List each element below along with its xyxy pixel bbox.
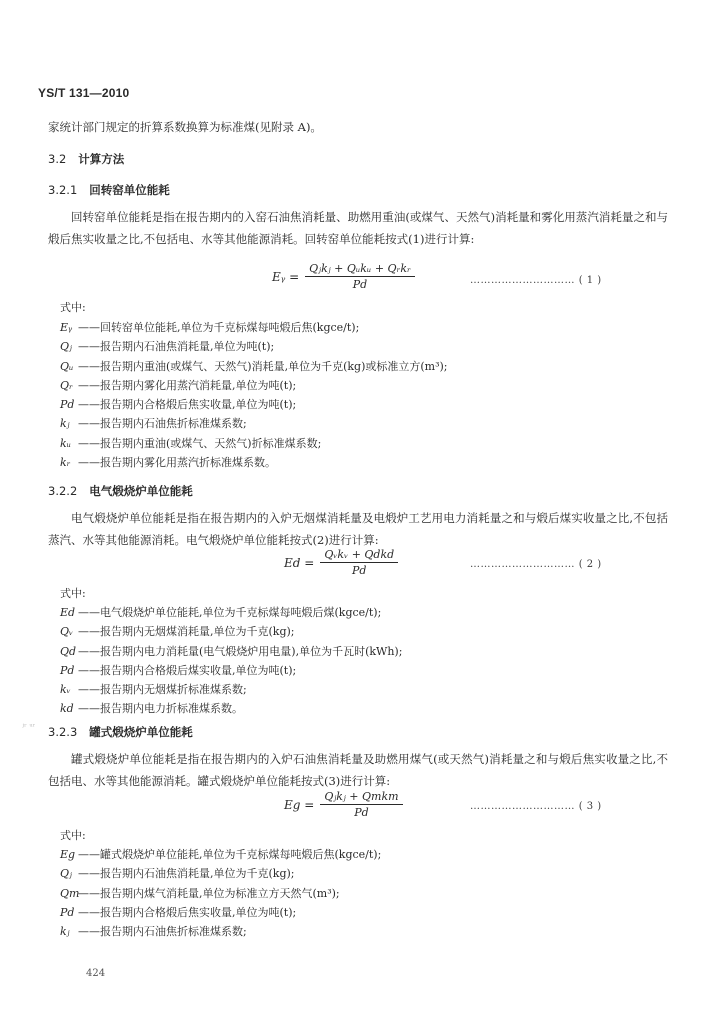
equation-numerator: Qᵥkᵥ + Qdkd — [320, 548, 398, 563]
intro-line: 家统计部门规定的折算系数换算为标准煤(见附录 A)。 — [48, 120, 322, 134]
definition-symbol: Qᵥ — [60, 625, 74, 639]
definition-item — [60, 376, 448, 395]
equation-2-leader — [470, 559, 602, 570]
definition-text: ——报告期内雾化用蒸汽消耗量,单位为吨(t); — [78, 378, 297, 392]
definition-text: ——报告期内电力消耗量(电气煅烧炉用电量),单位为千瓦时(kWh); — [78, 644, 403, 658]
definition-symbol: kᵥ — [60, 683, 71, 697]
definition-symbol: Qⱼ — [60, 867, 72, 881]
section-title: 计算方法 — [78, 152, 125, 166]
definition-text: ——报告期内重油(或煤气、天然气)消耗量,单位为千克(kg)或标准立方(m³); — [78, 359, 448, 373]
section-title: 回转窑单位能耗 — [89, 183, 170, 197]
equation-fraction — [305, 262, 415, 291]
equation-tag: ( 3 ) — [578, 801, 602, 812]
equation-1 — [272, 262, 415, 291]
definition-symbol: Qᵣ — [60, 378, 73, 392]
section-number: 3.2 — [48, 152, 67, 166]
definition-item — [60, 434, 448, 453]
defs-label: 式中: — [60, 301, 86, 314]
definition-item — [60, 318, 448, 337]
definition-text: ——报告期内电力折标准煤系数。 — [78, 702, 243, 716]
defs-label: 式中: — [60, 587, 86, 600]
equation-denominator: Pd — [354, 806, 369, 819]
definition-symbol: Ed — [60, 606, 76, 619]
definition-text: ——回转窑单位能耗,单位为千克标煤每吨煅后焦(kgce/t); — [78, 321, 360, 334]
definition-item — [60, 699, 402, 718]
section-3-2-3-paragraph: 罐式煅烧炉单位能耗是指在报告期内的入炉石油焦消耗量及助燃用煤气(或天然气)消耗量之和与煅后焦实收量之比,不包括电、水等其他能源消耗。罐式煅烧炉单位能耗按式(3)进行计算: — [48, 752, 668, 788]
definition-item — [60, 884, 381, 903]
definition-symbol: kᵣ — [60, 456, 71, 470]
definition-list — [60, 603, 402, 719]
margin-mark: ʲʳ ᵘʳ — [22, 722, 36, 731]
definition-item — [60, 453, 448, 472]
definition-item — [60, 680, 402, 699]
equation-3 — [284, 790, 403, 819]
definition-item — [60, 357, 448, 376]
section-number: 3.2.2 — [48, 484, 78, 498]
equation-lhs: Eᵧ = — [272, 269, 300, 284]
definition-text: ——报告期内石油焦折标准煤系数; — [78, 417, 247, 431]
leader-dots: ………………………… — [470, 559, 575, 570]
definition-symbol: kⱼ — [60, 925, 70, 939]
definition-item — [60, 922, 381, 941]
definition-symbol: kd — [60, 702, 74, 716]
equation-fraction — [320, 790, 402, 819]
leader-dots: ………………………… — [470, 801, 575, 812]
definition-symbol: Qm — [60, 886, 80, 900]
section-3-2-2-paragraph: 电气煅烧炉单位能耗是指在报告期内的入炉无烟煤消耗量及电煅炉工艺用电力消耗量之和与煅后煤实收量之比,不包括蒸汽、水等其他能源消耗。电气煅烧炉单位能耗按式(2)进行计算: — [48, 511, 668, 547]
definition-symbol: Eᵧ — [60, 321, 73, 334]
definition-item — [60, 414, 448, 433]
equation-2 — [284, 548, 398, 577]
definition-item — [60, 661, 402, 680]
definition-symbol: Qⱼ — [60, 340, 72, 354]
definition-text: ——报告期内无烟煤消耗量,单位为千克(kg); — [78, 625, 295, 639]
section-3-2-3-heading — [48, 724, 193, 740]
equation-tag: ( 1 ) — [578, 275, 602, 286]
definition-text: ——报告期内合格煅后焦实收量,单位为吨(t); — [78, 905, 297, 919]
section-number: 3.2.1 — [48, 183, 78, 197]
equation-denominator: Pd — [352, 564, 367, 577]
leader-dots: ………………………… — [470, 275, 575, 286]
definition-symbol: Qd — [60, 644, 77, 658]
equation-tag: ( 2 ) — [578, 559, 602, 570]
section-3-2-1-paragraph: 回转窑单位能耗是指在报告期内的入窑石油焦消耗量、助燃用重油(或煤气、天然气)消耗量和雾化用蒸汽消耗量之和与煅后焦实收量之比,不包括电、水等其他能源消耗。回转窑单位能耗按式(1)进行计算: — [48, 210, 668, 246]
definition-text: ——报告期内合格煅后煤实收量,单位为吨(t); — [78, 663, 297, 677]
definition-item — [60, 603, 402, 622]
equation-3-leader — [470, 801, 602, 812]
definition-symbol: Eg — [60, 848, 76, 861]
definition-text: ——电气煅烧炉单位能耗,单位为千克标煤每吨煅后煤(kgce/t); — [78, 606, 382, 619]
equation-numerator: Qⱼkⱼ + Qᵤkᵤ + Qᵣkᵣ — [305, 262, 415, 277]
equation-lhs: Ed = — [284, 555, 315, 570]
definition-symbol: Pd — [60, 398, 75, 412]
definition-symbol: kᵤ — [60, 436, 72, 450]
definition-list — [60, 845, 381, 941]
section-3-2-heading — [48, 151, 124, 167]
section-title: 电气煅烧炉单位能耗 — [89, 484, 193, 498]
definition-item — [60, 622, 402, 641]
definition-item — [60, 642, 402, 661]
definition-item — [60, 337, 448, 356]
definition-text: ——报告期内石油焦消耗量,单位为千克(kg); — [78, 867, 295, 881]
defs-label: 式中: — [60, 829, 86, 842]
equation-fraction — [320, 548, 398, 577]
definition-text: ——报告期内煤气消耗量,单位为标准立方天然气(m³); — [78, 886, 340, 900]
definition-item — [60, 395, 448, 414]
definition-symbol: Qᵤ — [60, 359, 74, 373]
page-number: 424 — [86, 968, 106, 979]
equation-1-leader — [470, 275, 602, 286]
definition-symbol: Pd — [60, 905, 75, 919]
definition-text: ——罐式煅烧炉单位能耗,单位为千克标煤每吨煅后焦(kgce/t); — [78, 848, 382, 861]
definition-text: ——报告期内合格煅后焦实收量,单位为吨(t); — [78, 398, 297, 412]
definition-text: ——报告期内重油(或煤气、天然气)折标准煤系数; — [78, 436, 322, 450]
equation-denominator: Pd — [352, 278, 368, 291]
definition-text: ——报告期内石油焦消耗量,单位为吨(t); — [78, 340, 275, 354]
definition-text: ——报告期内雾化用蒸汽折标准煤系数。 — [78, 456, 276, 470]
definition-item — [60, 903, 381, 922]
definition-item — [60, 845, 381, 864]
section-title: 罐式煅烧炉单位能耗 — [89, 725, 193, 739]
equation-numerator: Qⱼkⱼ + Qmkm — [320, 790, 402, 805]
definition-symbol: Pd — [60, 663, 75, 677]
definition-text: ——报告期内石油焦折标准煤系数; — [78, 925, 247, 939]
definition-text: ——报告期内无烟煤折标准煤系数; — [78, 683, 247, 697]
definition-symbol: kⱼ — [60, 417, 70, 431]
section-number: 3.2.3 — [48, 725, 78, 739]
equation-lhs: Eg = — [284, 797, 315, 812]
section-3-2-1-heading — [48, 182, 170, 198]
section-3-2-2-heading — [48, 483, 193, 499]
definition-item — [60, 864, 381, 883]
definition-list — [60, 318, 448, 472]
standard-code-header: YS/T 131—2010 — [38, 86, 130, 100]
